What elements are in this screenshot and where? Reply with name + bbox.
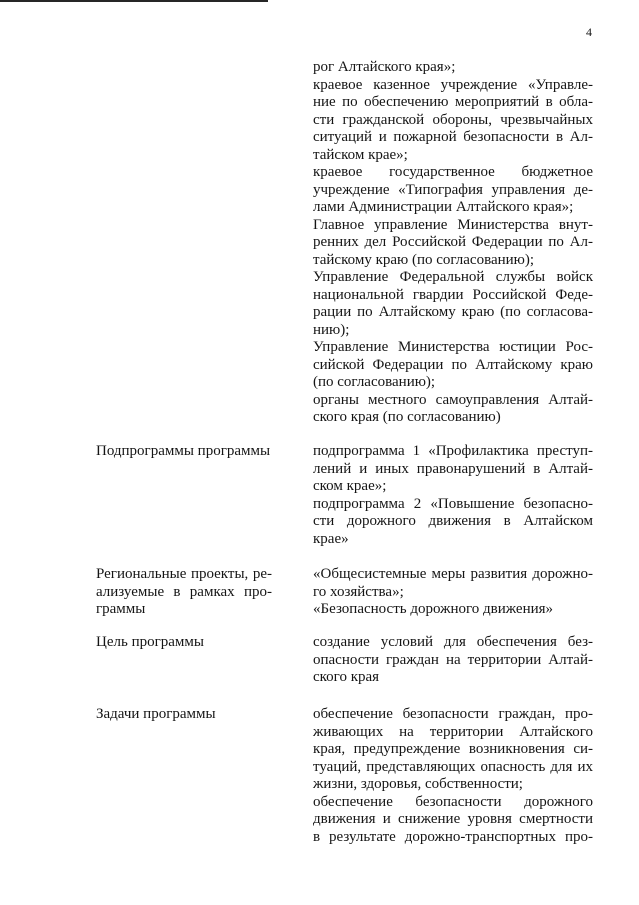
row-content-tasks bbox=[313, 706, 593, 846]
text-line: Управление Министерства юстиции Рос- bbox=[313, 339, 593, 355]
list-item bbox=[313, 634, 593, 687]
text-line: живающих на территории Алтайского bbox=[313, 723, 593, 740]
text-line: в результате дорожно-транспортных про- bbox=[313, 828, 593, 845]
text-line: подпрограмма 2 «Повышение безопасно- bbox=[313, 495, 593, 512]
text-line: сти гражданской обороны, чрезвычайных bbox=[313, 111, 593, 128]
row-label-line: Задачи программы bbox=[96, 706, 216, 722]
row-label-line: ализуемые в рамках про- bbox=[96, 583, 272, 600]
text-line: сти дорожного движения в Алтайском bbox=[313, 513, 593, 529]
text-line: ского края (по согласованию) bbox=[313, 409, 501, 425]
text-line: создание условий для обеспечения без- bbox=[313, 634, 593, 650]
row-content-subprograms bbox=[313, 443, 593, 548]
text-line: сийской Федерации по Алтайскому краю bbox=[313, 356, 593, 373]
text-line: «Общесистемные меры развития дорожно- bbox=[313, 566, 593, 582]
row-content-goal bbox=[313, 634, 593, 687]
list-item bbox=[313, 217, 593, 270]
text-line: обеспечение безопасности граждан, про- bbox=[313, 706, 593, 722]
text-line: Управление Федеральной службы войск bbox=[313, 269, 593, 285]
list-item bbox=[313, 794, 593, 847]
list-item bbox=[313, 339, 593, 392]
list-item bbox=[313, 443, 593, 496]
text-line: Главное управление Министерства внут- bbox=[313, 216, 593, 233]
text-line: крае» bbox=[313, 530, 349, 547]
row-label-line: Региональные проекты, ре- bbox=[96, 566, 272, 582]
text-line: туаций, представляющих опасность для их bbox=[313, 758, 593, 775]
text-line: нию); bbox=[313, 321, 350, 338]
text-line: (по согласованию); bbox=[313, 374, 436, 390]
text-line: национальной гвардии Российской Феде- bbox=[313, 286, 593, 303]
list-item bbox=[313, 392, 593, 427]
text-line: жизни, здоровья, собственности; bbox=[313, 776, 523, 792]
row-label-line: Подпрограммы программы bbox=[96, 443, 271, 459]
text-line: лений и иных правонарушений в Алтай- bbox=[313, 460, 593, 477]
text-line: ском крае»; bbox=[313, 478, 387, 494]
row-label-regional-projects bbox=[96, 566, 272, 619]
text-line: тайском крае»; bbox=[313, 146, 408, 163]
row-label-line: граммы bbox=[96, 601, 146, 617]
list-item bbox=[313, 706, 593, 794]
text-line: края, предупреждение возникновения си- bbox=[313, 741, 593, 757]
text-line: ского края bbox=[313, 669, 380, 685]
list-item bbox=[313, 496, 593, 549]
text-line: «Безопасность дорожного движения» bbox=[313, 601, 554, 617]
text-line: опасности граждан на территории Алтай- bbox=[313, 651, 593, 668]
list-item bbox=[313, 269, 593, 339]
list-item bbox=[313, 59, 593, 77]
row-label-tasks bbox=[96, 706, 272, 724]
row-label-subprograms bbox=[96, 443, 272, 461]
text-line: тайскому краю (по согласованию); bbox=[313, 251, 535, 268]
list-item bbox=[313, 164, 593, 217]
text-line: подпрограмма 1 «Профилактика преступ- bbox=[313, 443, 593, 459]
text-line: ренних дел Российской Федерации по Ал- bbox=[313, 234, 593, 250]
list-item bbox=[313, 601, 593, 619]
text-line: го хозяйства»; bbox=[313, 583, 404, 600]
list-item bbox=[313, 566, 593, 601]
list-item bbox=[313, 77, 593, 165]
text-line: ние по обеспечению мероприятий в обла- bbox=[313, 94, 593, 110]
text-line: ситуаций и пожарной безопасности в Ал- bbox=[313, 129, 593, 145]
text-line: рог Алтайского края»; bbox=[313, 59, 456, 75]
row-label-goal bbox=[96, 634, 272, 652]
text-line: обеспечение безопасности дорожного bbox=[313, 793, 593, 810]
text-line: учреждение «Типография управления де- bbox=[313, 181, 593, 198]
text-line: краевое казенное учреждение «Управле- bbox=[313, 76, 593, 93]
row-content-regional-projects bbox=[313, 566, 593, 619]
row-label-line: Цель программы bbox=[96, 634, 204, 650]
participants-continuation bbox=[313, 59, 593, 427]
page-number: 4 bbox=[586, 25, 592, 39]
text-line: лами Администрации Алтайского края»; bbox=[313, 199, 574, 215]
text-line: движения и снижение уровня смертности bbox=[313, 811, 593, 827]
text-line: рации по Алтайскому краю (по согласова- bbox=[313, 304, 593, 320]
text-line: органы местного самоуправления Алтай- bbox=[313, 391, 593, 408]
scan-edge-line bbox=[0, 0, 268, 2]
text-line: краевое государственное бюджетное bbox=[313, 164, 593, 180]
